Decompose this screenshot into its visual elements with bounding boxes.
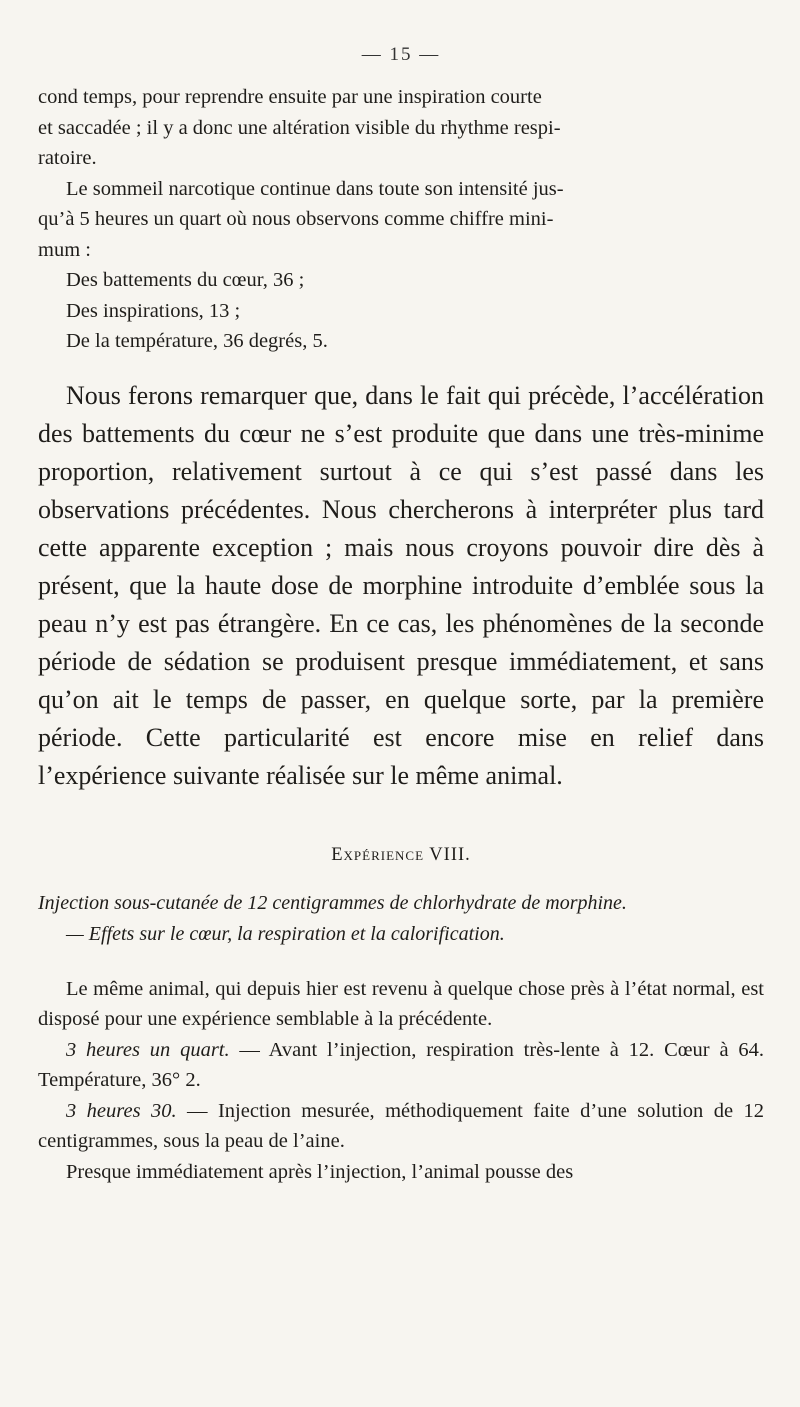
time-label: 3 heures 30. — [66, 1099, 177, 1122]
experience-heading: Expérience VIII. — [331, 844, 471, 865]
timed-text: — Injection mesurée, méthodiquement faite d’une solution de 12 centigrammes, sous la peau de l’aine. — [38, 1099, 764, 1152]
timed-paragraph — [38, 1096, 764, 1157]
subtitle-line: — Effets sur le cœur, la respiration et la calorification. — [66, 922, 505, 945]
measure-breath: Des inspirations, 13 ; — [66, 299, 241, 322]
subtitle-line: Injection sous-cutanée de 12 centigrammes de chlorhydrate de morphine. — [38, 891, 627, 914]
page-number: — 15 — — [361, 44, 441, 65]
sommeil-line: qu’à 5 heures un quart où nous observons comme chiffre mini- — [38, 208, 554, 230]
intro-line: cond temps, pour reprendre ensuite par une inspiration courte — [38, 86, 542, 108]
commentary-paragraph: Nous ferons remarquer que, dans le fait qui précède, l’accélération des battements du cœur ne s’est produite que dans une très-minime proportion, relativement surtout à ce qui s’est passé dans les observations précédentes. Nous chercherons à interpréter plus tard cette apparente exception ; mais nous croyons pouvoir dire dès à présent, que la haute dose de morphine introduite d’emblée sous la peau n’y est pas étrangère. En ce cas, les phénomènes de la seconde période de sédation se produisent presque immédiatement, et sans qu’on ait le temps de passer, en quelque sorte, par la première période. Cette particularité est encore mise en relief dans l’expérience suivante réalisée sur le même animal. — [38, 380, 764, 790]
experience-subtitle — [38, 888, 764, 950]
timed-paragraph — [38, 1035, 764, 1096]
intro-line: et saccadée ; il y a donc une altération visible du rhythme respi- — [38, 116, 561, 139]
animal-paragraph: Le même animal, qui depuis hier est revenu à quelque chose près à l’état normal, est disposé pour une expérience semblable à la précédente. — [38, 977, 764, 1030]
protocol-block — [38, 974, 764, 1188]
commentary-block — [38, 377, 764, 795]
sommeil-line: mum : — [38, 238, 91, 261]
sommeil-line: Le sommeil narcotique continue dans toute son intensité jus- — [66, 177, 564, 200]
measure-heart: Des battements du cœur, 36 ; — [66, 269, 305, 291]
time-label: 3 heures un quart. — [66, 1038, 230, 1061]
intro-block — [38, 82, 764, 357]
timed-text: — Avant l’injection, respiration très-lente à 12. Cœur à 64. Température, 36° 2. — [38, 1038, 764, 1091]
measure-temp: De la température, 36 degrés, 5. — [66, 330, 328, 352]
last-paragraph: Presque immédiatement après l’injection, l’animal pousse des — [66, 1160, 574, 1183]
intro-line: ratoire. — [38, 147, 97, 169]
